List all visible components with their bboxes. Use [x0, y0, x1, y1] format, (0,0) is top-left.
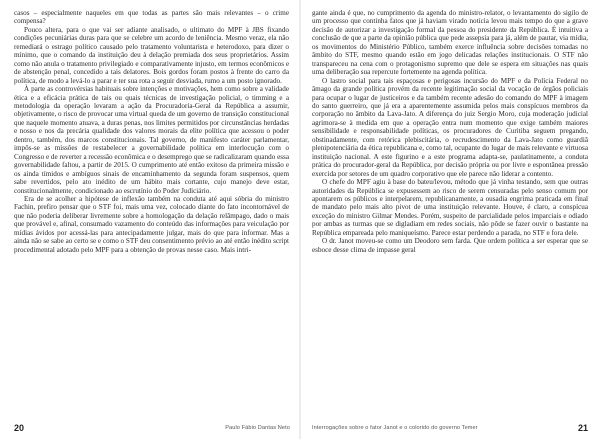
- paragraph: O lastro social para tais espaçosas e perigosas incursão do MPF e da Polícia Federal no âmago da grande política provém da recente legitimação social da vocação de órgãos policiais para ocupar o lugar de justiceiros e da também recente adesão do comando do MPF à imagem do santo guerreiro, que já era a aparentemente assumida pelos mais conspícuos membros da corporação no âmbito da Lava-Jato. A diferença do juiz Sergio Moro, cuja moderação judicial agrimora-se à medida em que a operação entra num momento que exige também maiores sensibilidade e responsabilidade políticas, os procuradores de Curitiba seguem pregando, obstinadamente, com retórica plebiscitária, o recrudescimento da Lava-Jato como guardiã plenipotenciária da ética republicana e, como tal, ocupante do lugar de mais relevante e virtuosa instituição nacional. A este figurino e a este programa adapta-se, paulatinamente, a conduta prática do procurador-geral da República, por decisão própria ou por livre e espontânea pressão exercida por setores de um quadro corporativo que ele parece não liderar a contento.: [312, 76, 588, 178]
- paragraph: O chefe do MPF agiu à base do bateu/levou, método que já vinha testando, sem que outras autoridades da República se expusessem ao risco de serem censuradas pelo senso comum por apontarem os públicos e interpelarem, republicanamente, a ousadia engrima praticada em final de mandato pelo mais alto pivot de uma instituição relevante. Houve, é claro, a conspícua exceção do ministro Gilmar Mendes. Porém, suspeito de parcialidade pelos imparciais e odiado por ambas as turmas que se digladiam em redes sociais, não pôde se fazer ouvir o bastante na República empareada pelo maniqueísmo. Parece estar perdendo a parada, no STF e fora dele.: [312, 178, 588, 237]
- paragraph: casos – especialmente naqueles em que todas as partes são mais relevantes – o crime compensa?: [14, 9, 289, 26]
- paragraph: Pouco altera, para o que vai ser adiante analisado, o ultimato do MPF à JBS fixando condições pecuniárias duras para que se celebre um acordo de leniência. Mesmo veraz, ela não remediará o estrago político causado pelo tratamento voluntarista e heterodoxo, para dizer o mínimo, que o comando da instituição deu à delação premiada dos seus proprietários. Assim como não anula o tratamento privilegiado e comparativamente injusto, em termos econômicos e de abstenção penal, concedido a tais delatores. Bois gordos foram postos à frente do carro da política, de modo a levá-lo a parar e ter sua rota a seguir desviada, rumo a um posto ignorado.: [14, 25, 289, 85]
- right-page: [300, 0, 600, 439]
- left-page-body: [14, 9, 289, 254]
- running-head-author: Paulo Fábio Dantas Neto: [225, 425, 290, 431]
- right-page-footer: [300, 422, 600, 434]
- page-number: 20: [14, 423, 25, 433]
- paragraph: À parte as controvérsias habituais sobre intenções e motivações, hem como sobre a validade ética e a eficácia prática de tais ou quais técnicas de investigação policial, o timming e a metodologia da operação levaram a ação da Procuradoria-Geral da República a assumir, objetivamente, o risco de provocar uma virtual queda de um governo de transição constitucional que naquele momento atuava, a duras penas, nos limites permitidos por circunstâncias herdadas e nosso e nos da precária qualidade dos valores morais da elite política que acessou o poder dentro, também, dos marcos constitucionais. Tal governo, de manifesto caráter parlamentar, impôs-se as missões de restabelecer a governabilidade política em interlocução com o Congresso e de reverter a recessão econômica e o desemprego que se radicalizaram quando essa governabilidade faltou, a partir de 2015. O cumprimento até então exitoso da primeira missão e os ainda tímidos e ambíguos sinais de encaminhamento da segunda foram suspensos, quem sabe revertidos, pelo ato inédito de um hábito mais cortante, cujo manejo deve estar, constitucionalmente, condicionado ao escrutínio do Poder Judiciário.: [14, 85, 289, 195]
- running-head-title: Interrogações sobre o fator Janot e o colorido do governo Temer: [312, 425, 478, 431]
- right-page-body: [312, 9, 588, 254]
- paragraph: Era de se acolher a hipótese de inflexão também na conduta até aqui sóbria do ministro Fachin, prefiro pensar que o STF foi, mais uma vez, colocado diante do fato incontornável de que não poderia deliberar livremente sobre a homologação da delação relâmpago, dado o mais que provável e, afinal, consumado vazamento do conteúdo das informações para veiculação por mídias ávidos por acessá-las para antecipadamente julgar, mais do que para informar. Mas a ainda não se sabe ao certo se e como o STF deu consentimento prévio ao até então inédito script procedimental adotado pelo MPF para a obtenção de provas nesse caso. Mais intri-: [14, 194, 289, 254]
- page-number: 21: [577, 423, 588, 433]
- paragraph: O dr. Janot moveu-se como um Deodoro sem farda. Que ordem política a ser esperar que se esboce desse clima de impasse geral: [312, 237, 588, 254]
- paragraph: gante ainda é que, no cumprimento da agenda do ministro-relator, o levantamento do sigilo de um processo que continha fatos que já haviam virado notícia levou mais tempo do que a grave decisão de autorizar a investigação formal da pessoa do presidente da República. É intuitiva a conclusão de que a parte da opinião pública que pede assepsia para já, além de pautar, via mídia, os movimentos do Ministério Público, também exerce influência sobre decisões tomadas no âmbito do STF, mesmo quando estão em jogo delicadas relações institucionais. O STF não transpareceu na cena com o protagonismo supremo que dele se espera em situações nas quais uma deliberação sua repercute fortemente na agenda política.: [312, 9, 588, 77]
- left-page-footer: [0, 422, 300, 434]
